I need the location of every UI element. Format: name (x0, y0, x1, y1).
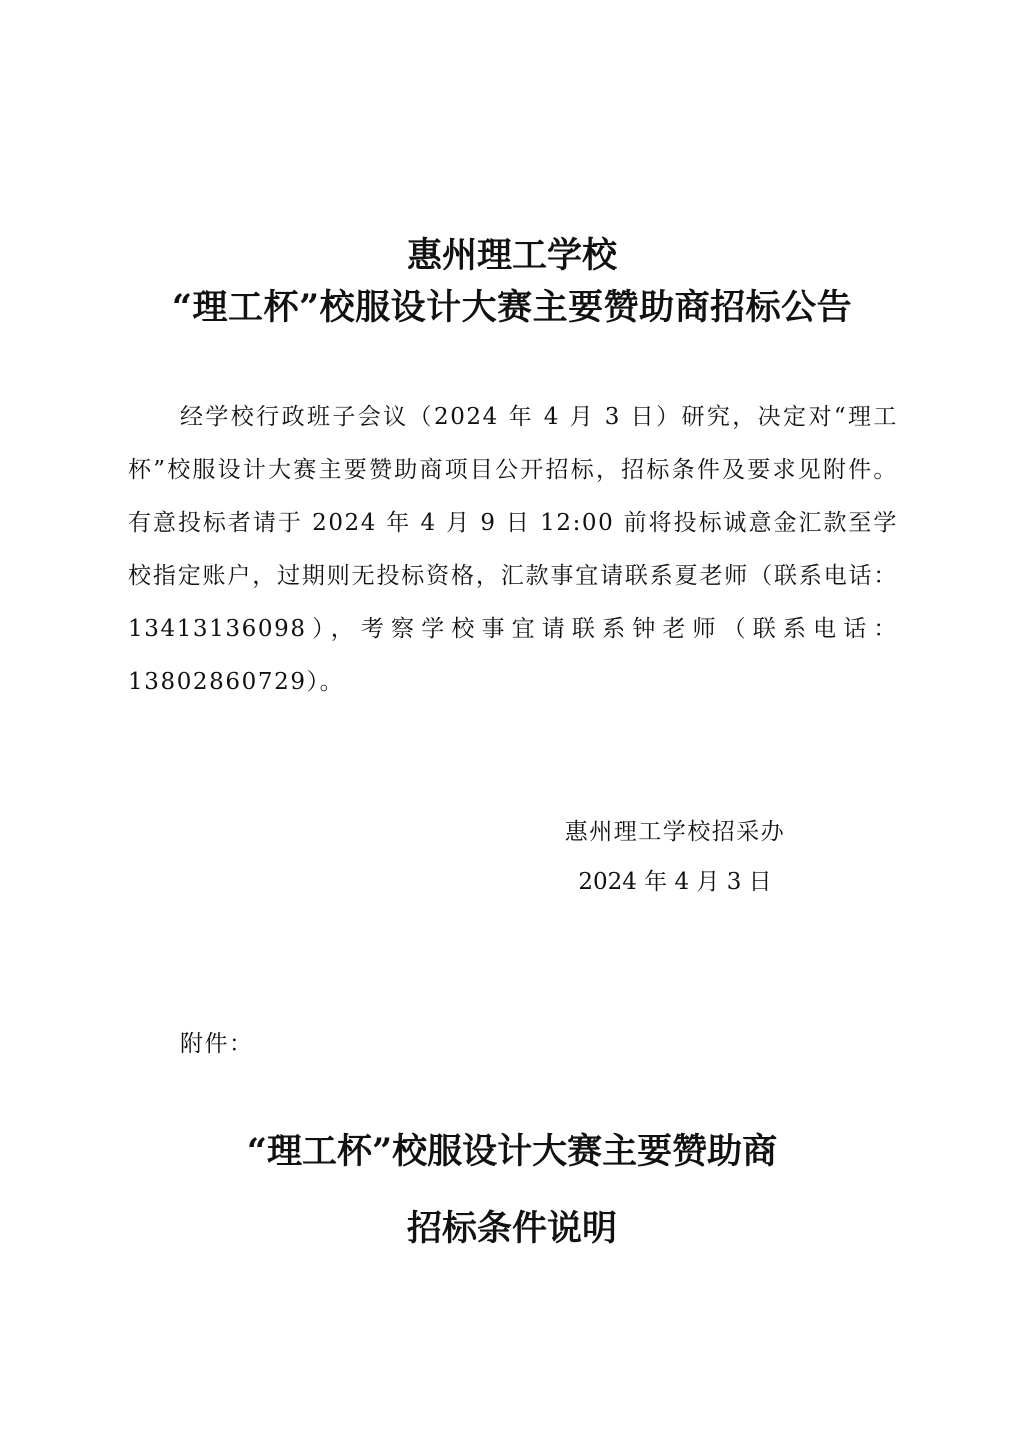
attachment-title-line-2: 招标条件说明 (406, 1208, 617, 1249)
attachment-label: 附件： (180, 1031, 254, 1057)
attachment-title-line-1: “理工杯”校服设计大赛主要赞助商 (246, 1131, 778, 1172)
signature-date: 2024 年 4 月 3 日 (578, 869, 772, 895)
signature-organization: 惠州理工学校招采办 (564, 819, 786, 845)
announcement-title-line-2: “理工杯”校服设计大赛主要赞助商招标公告 (171, 287, 853, 328)
announcement-body: 经学校行政班子会议（2024 年 4 月 3 日）研究，决定对“理工杯”校服设计大赛主要赞助商项目公开招标，招标条件及要求见附件。有意投标者请于 2024 年 4 月 9 日 12:00 前将投标诚意金汇款至学校指定账户，过期则无投标资格，汇款事宜请联系夏老师（联系电话：13413136098），考察学校事宜请联系钟老师（联系电话：13802860729）。 (128, 404, 898, 695)
announcement-title-line-1: 惠州理工学校 (406, 235, 617, 276)
